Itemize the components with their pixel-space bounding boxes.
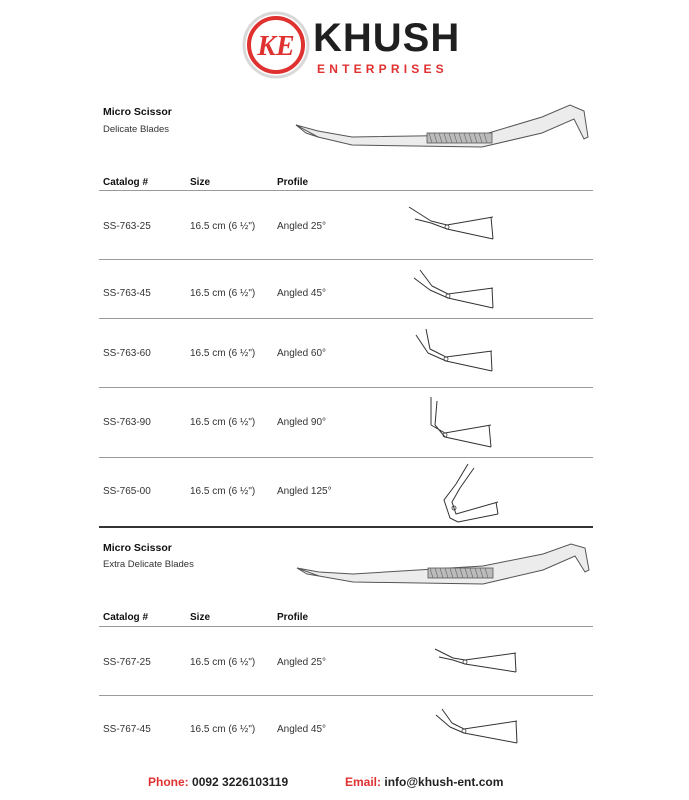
section-subtitle: Extra Delicate Blades — [103, 559, 194, 570]
column-header-profile: Profile — [277, 177, 309, 188]
svg-text:KE: KE — [257, 31, 295, 62]
section-divider — [99, 526, 593, 528]
size-value: 16.5 cm (6 ½") — [190, 221, 256, 232]
catalog-number: SS-763-25 — [103, 221, 151, 232]
column-header-catalog: Catalog # — [103, 612, 149, 623]
email-label: Email: — [345, 775, 382, 789]
header-divider — [99, 190, 593, 191]
row-divider — [99, 457, 593, 458]
phone-number[interactable]: 0092 3226103119 — [192, 775, 289, 789]
profile-value: Angled 60° — [277, 348, 327, 359]
column-header-profile: Profile — [277, 612, 309, 623]
brand-name: KHUSH — [313, 16, 461, 60]
footer-email — [345, 775, 503, 789]
size-value: 16.5 cm (6 ½") — [190, 288, 256, 299]
row-divider — [99, 318, 593, 319]
catalog-number: SS-763-60 — [103, 348, 151, 359]
profile-value: Angled 45° — [277, 724, 327, 735]
column-header-size: Size — [190, 177, 211, 188]
email-address[interactable]: info@khush-ent.com — [384, 775, 504, 789]
size-value: 16.5 cm (6 ½") — [190, 486, 256, 497]
footer-phone — [148, 775, 288, 789]
catalog-number: SS-767-25 — [103, 657, 151, 668]
angled-25-scissor-tip-icon — [433, 645, 518, 675]
micro-scissor-illustration — [293, 540, 598, 602]
size-value: 16.5 cm (6 ½") — [190, 348, 256, 359]
header-divider — [99, 626, 593, 627]
profile-value: Angled 45° — [277, 288, 327, 299]
row-divider — [99, 387, 593, 388]
profile-value: Angled 90° — [277, 417, 327, 428]
profile-value: Angled 25° — [277, 657, 327, 668]
angled-45-scissor-tip-icon — [434, 707, 519, 747]
size-value: 16.5 cm (6 ½") — [190, 724, 256, 735]
company-logo — [241, 10, 481, 80]
angled-45-scissor-tip-icon — [410, 268, 495, 312]
catalog-number: SS-765-00 — [103, 486, 151, 497]
micro-scissor-illustration — [292, 97, 597, 167]
column-header-size: Size — [190, 612, 211, 623]
row-divider — [99, 695, 593, 696]
angled-60-scissor-tip-icon — [412, 327, 494, 375]
phone-label: Phone: — [148, 775, 189, 789]
size-value: 16.5 cm (6 ½") — [190, 657, 256, 668]
catalog-number: SS-763-45 — [103, 288, 151, 299]
profile-value: Angled 25° — [277, 221, 327, 232]
section-title: Micro Scissor — [103, 106, 172, 118]
catalog-number: SS-767-45 — [103, 724, 151, 735]
angled-125-scissor-tip-icon — [438, 462, 503, 524]
brand-tagline: ENTERPRISES — [317, 62, 448, 76]
angled-25-scissor-tip-icon — [405, 205, 495, 245]
catalog-number: SS-763-90 — [103, 417, 151, 428]
column-header-catalog: Catalog # — [103, 177, 149, 188]
angled-90-scissor-tip-icon — [425, 395, 495, 450]
row-divider — [99, 259, 593, 260]
section-subtitle: Delicate Blades — [103, 124, 170, 135]
size-value: 16.5 cm (6 ½") — [190, 417, 256, 428]
ke-monogram-icon — [241, 10, 311, 80]
profile-value: Angled 125° — [277, 486, 332, 497]
section-title: Micro Scissor — [103, 542, 172, 554]
